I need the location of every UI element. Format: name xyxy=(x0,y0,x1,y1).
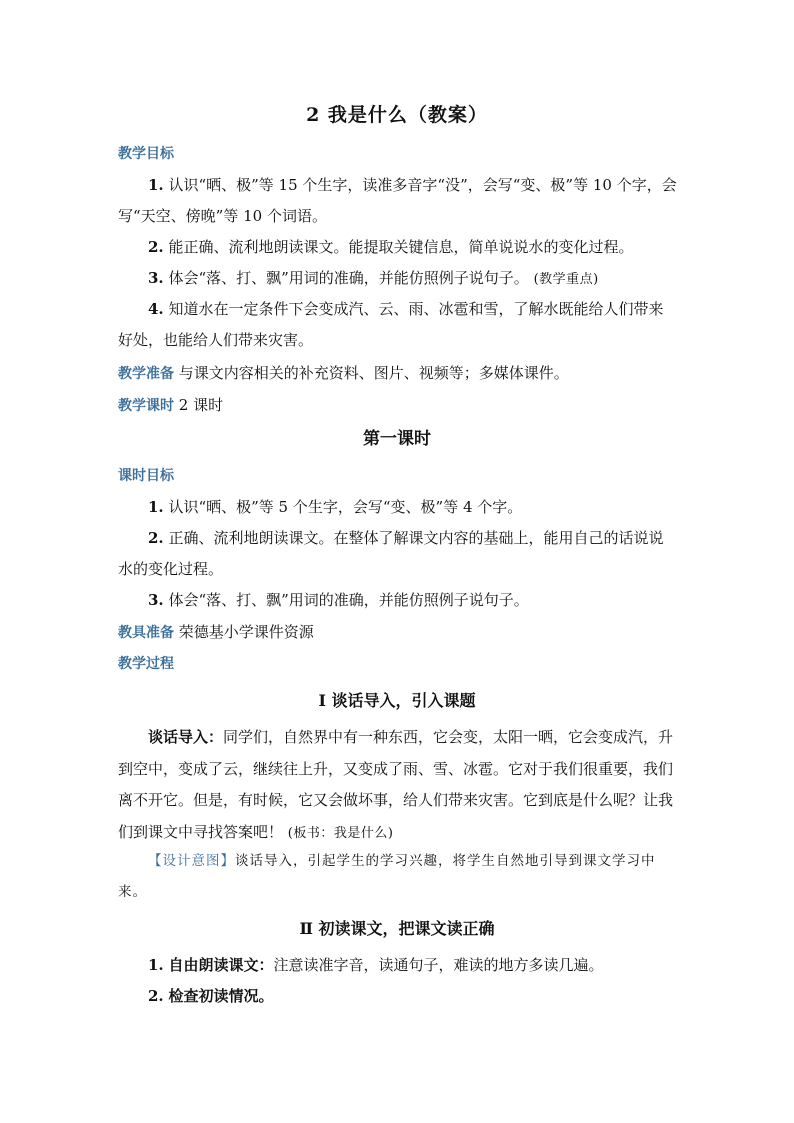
goal-num: 3. xyxy=(148,591,164,609)
prep-text: 与课文内容相关的补充资料、图片、视频等；多媒体课件。 xyxy=(178,364,569,382)
hours-row xyxy=(118,390,678,422)
lesson-goal-2 xyxy=(118,523,678,585)
document-title: 2 我是什么（教案） xyxy=(306,104,488,126)
goal-num: 3. xyxy=(148,269,164,287)
prep-label: 教学准备 xyxy=(118,366,174,382)
goal-num: 2. xyxy=(148,238,164,256)
goal-text: 体会“落、打、飘”用词的准确，并能仿照例子说句子。 xyxy=(168,591,529,609)
lead-text: 同学们，自然界中有一种东西，它会变，太阳一晒，它会变成汽，升到空中，变成了云，继续往上升，又变成了雨、雪、冰雹。它对于我们很重要，我们离不开它。但是，有时候，它又会做坏事，给人们带来灾害。它到底是什么呢？让我们到课文中寻找答案吧！ xyxy=(118,728,674,841)
design-label: 【设计意图】 xyxy=(148,853,235,869)
section2-item-1 xyxy=(118,950,678,981)
hours-text: 2 课时 xyxy=(178,396,224,414)
tools-text: 荣德基小学课件资源 xyxy=(178,623,314,641)
prep-row xyxy=(118,358,678,390)
goal-item-3 xyxy=(118,263,678,295)
lead-label: 谈话导入： xyxy=(148,728,224,746)
section2-title: Ⅱ 初读课文，把课文读正确 xyxy=(299,919,495,938)
item-num: 2. xyxy=(148,987,164,1005)
goal-text: 认识“晒、极”等 15 个生字，读准多音字“没”，会写“变、极”等 10 个字，会写“天空、傍晚”等 10 个词语。 xyxy=(118,176,677,225)
goal-num: 2. xyxy=(148,529,164,547)
process-heading: 教学过程 xyxy=(118,656,174,672)
tools-row xyxy=(118,617,678,649)
lesson-goals-heading: 课时目标 xyxy=(118,468,174,484)
hours-label: 教学课时 xyxy=(118,398,174,414)
lesson1-title: 第一课时 xyxy=(363,429,431,449)
goal-note: (教学重点) xyxy=(533,272,599,287)
lesson-goal-3 xyxy=(118,585,678,616)
design-text: 谈话导入，引起学生的学习兴趣，将学生自然地引导到课文学习中来。 xyxy=(118,853,656,900)
item-text: 注意读准字音，读通句子，难读的地方多读几遍。 xyxy=(273,956,604,974)
goal-text: 体会“落、打、飘”用词的准确，并能仿照例子说句子。 xyxy=(168,269,529,287)
tools-label: 教具准备 xyxy=(118,625,174,641)
section1-title: Ⅰ 谈话导入，引入课题 xyxy=(318,691,476,710)
lesson-goal-1 xyxy=(118,492,678,523)
design-intent xyxy=(118,846,678,908)
goal-text: 能正确、流利地朗读课文。能提取关键信息，简单说说水的变化过程。 xyxy=(168,238,634,256)
goal-item-2 xyxy=(118,232,678,263)
lead-note: (板书：我是什么) xyxy=(287,825,394,841)
section1-lead xyxy=(118,722,678,849)
goal-num: 1. xyxy=(148,176,164,194)
item-label: 检查初读情况。 xyxy=(168,987,274,1005)
goal-item-4 xyxy=(118,294,678,356)
section2-item-2 xyxy=(118,981,678,1012)
goals-heading: 教学目标 xyxy=(118,146,174,162)
item-label: 自由朗读课文： xyxy=(168,956,274,974)
item-num: 1. xyxy=(148,956,164,974)
goal-num: 1. xyxy=(148,498,164,516)
goal-text: 认识“晒、极”等 5 个生字，会写“变、极”等 4 个字。 xyxy=(168,498,523,516)
goal-item-1 xyxy=(118,170,678,232)
goal-num: 4. xyxy=(148,300,164,318)
goal-text: 知道水在一定条件下会变成汽、云、雨、冰雹和雪，了解水既能给人们带来好处，也能给人们带来灾害。 xyxy=(118,300,664,349)
goal-text: 正确、流利地朗读课文。在整体了解课文内容的基础上，能用自己的话说说水的变化过程。 xyxy=(118,529,664,578)
